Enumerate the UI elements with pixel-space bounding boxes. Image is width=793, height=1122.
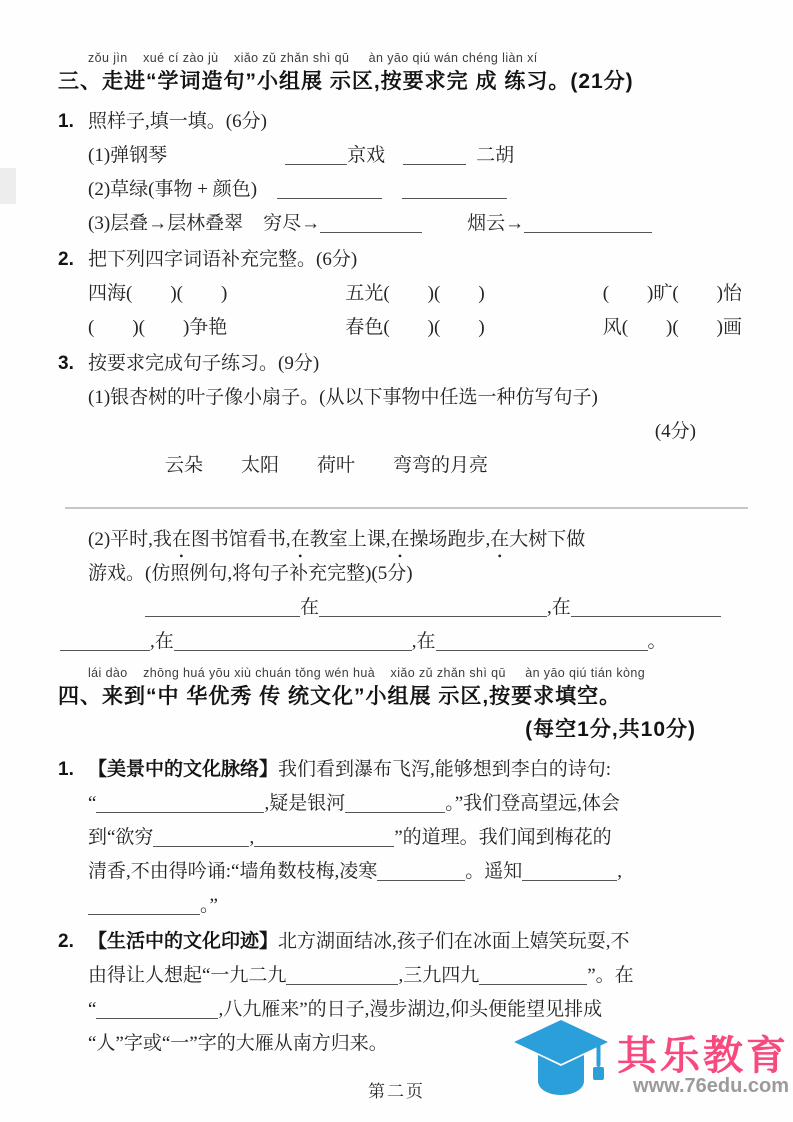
topic-tag: 【美景中的文化脉络】 — [88, 759, 279, 780]
blank-underline — [174, 630, 412, 651]
sentence-text: ”。在 — [587, 965, 634, 986]
brand-name: 其乐教育 — [617, 1033, 789, 1078]
question-4-1-body — [88, 753, 748, 923]
fill-text: 在 — [300, 597, 320, 618]
question-3-sub1: (1)银杏树的叶子像小扇子。(从以下事物中任选一种仿写句子) — [88, 387, 598, 408]
question-3-sub1-score: (4分) — [654, 421, 696, 442]
section3-pinyin: zǒu jìn xué cí zào jù xiǎo zǔ zhǎn shì qū àn yāo qiú wán chéng liàn xí — [88, 51, 538, 65]
blank-underline — [522, 860, 617, 881]
question-3-sub2-line2: 游戏。(仿照例句,将句子补充完整)(5分) — [88, 563, 413, 584]
question-1-item-3 — [88, 207, 748, 241]
blank-underline — [403, 144, 466, 165]
question-2-number: 2. — [58, 249, 74, 270]
blank-underline — [285, 144, 347, 165]
question-3-fill-line-1 — [145, 591, 748, 625]
blank-underline — [524, 212, 652, 233]
sentence-text: 。”我们登高望远,体会 — [445, 793, 620, 814]
sentence-text: 到“欲穷 — [88, 827, 154, 848]
idiom-blank: ( )( )争艳 — [88, 317, 228, 338]
blank-underline — [345, 792, 445, 813]
blank-underline — [60, 630, 150, 651]
item-text: (2)草绿(事物 + 颜色) — [88, 179, 258, 200]
publisher-logo — [511, 1017, 789, 1114]
blank-underline — [254, 826, 394, 847]
section3-title: 三、走进“学词造句”小组展 示区,按要求完 成 练习。(21分) — [58, 70, 634, 93]
blank-underline — [320, 212, 422, 233]
question-4-1-line3 — [88, 821, 748, 855]
item-text: 烟云→ — [467, 213, 525, 234]
question-3-number: 3. — [58, 353, 74, 374]
logo-text — [617, 1035, 789, 1097]
sentence-text: 北方湖面结冰,孩子们在冰面上嬉笑玩耍,不 — [278, 931, 630, 952]
sentence-text: 教室上课, — [309, 529, 391, 550]
question-1-item-1 — [88, 139, 748, 173]
page-number: 第二页 — [368, 1082, 425, 1101]
emphasized-zai: 在 — [390, 529, 410, 550]
question-4-1-line2 — [88, 787, 748, 821]
option-word: 太阳 — [241, 455, 280, 476]
idiom-blank: ( )旷( )怡 — [602, 283, 742, 304]
sentence-text: 我们看到瀑布飞泻,能够想到李白的诗句: — [278, 759, 612, 780]
blank-underline — [571, 596, 721, 617]
emphasized-zai: 在 — [490, 529, 510, 550]
emphasized-zai: 在 — [171, 529, 191, 550]
question-3-options — [165, 449, 748, 483]
question-4-1-line5 — [88, 889, 748, 923]
item-text: 京戏 — [347, 145, 386, 166]
sentence-text: ,疑是银河 — [264, 793, 346, 814]
question-1-head: 照样子,填一填。(6分) — [88, 111, 267, 132]
question-1-item-2 — [88, 173, 748, 207]
idiom-blank: 春色( )( ) — [345, 317, 485, 338]
question-4-1-line1 — [88, 753, 748, 787]
option-word: 云朵 — [165, 455, 204, 476]
sentence-text: “ — [88, 999, 97, 1020]
question-3 — [58, 347, 748, 659]
question-2-head: 把下列四字词语补充完整。(6分) — [88, 249, 358, 270]
blank-underline — [96, 792, 264, 813]
section-4 — [58, 665, 748, 1061]
brand-url: www.76edu.com — [633, 1074, 789, 1097]
question-2-row-1 — [88, 277, 748, 311]
sentence-text: ,八九雁来”的日子,漫步湖边,仰头便能望见排成 — [218, 999, 603, 1020]
scan-artifact — [0, 168, 16, 204]
question-4-2-number: 2. — [58, 931, 74, 952]
topic-tag: 【生活中的文化印迹】 — [88, 931, 279, 952]
question-3-head: 按要求完成句子练习。(9分) — [88, 353, 320, 374]
question-2-body — [88, 243, 748, 345]
blank-underline — [319, 596, 547, 617]
question-1 — [58, 105, 748, 241]
question-3-sub2-line1 — [88, 523, 748, 557]
blank-underline — [436, 630, 648, 651]
graduation-cap-icon — [511, 1017, 611, 1114]
question-4-2-line1 — [88, 925, 748, 959]
item-text: 穷尽→ — [263, 213, 321, 234]
question-2 — [58, 243, 748, 345]
item-text: 二胡 — [476, 145, 515, 166]
question-1-body — [88, 105, 748, 241]
answer-writing-line — [65, 489, 748, 509]
sentence-text: 。” — [200, 895, 218, 916]
blank-underline — [88, 894, 200, 915]
sentence-text: 大树下做 — [509, 529, 586, 550]
blank-underline — [286, 964, 398, 985]
blank-underline — [96, 998, 218, 1019]
item-text: (1)弹钢琴 — [88, 145, 168, 166]
page-content — [58, 50, 748, 1061]
sentence-text: 操场跑步, — [409, 529, 491, 550]
emphasized-zai: 在 — [290, 529, 310, 550]
option-word: 荷叶 — [317, 455, 356, 476]
blank-underline — [377, 860, 465, 881]
idiom-blank: 五光( )( ) — [345, 283, 485, 304]
question-3-body — [88, 347, 748, 659]
sentence-text: 。遥知 — [465, 861, 523, 882]
section4-pinyin: lái dào zhōng huá yōu xiù chuán tǒng wén huà xiǎo zǔ zhǎn shì qū àn yāo qiú tián kòng — [88, 666, 646, 680]
sentence-text: ”的道理。我们闻到梅花的 — [394, 827, 612, 848]
question-4-2-line4: “人”字或“一”字的大雁从南方归来。 — [88, 1033, 388, 1054]
question-4-1-number: 1. — [58, 759, 74, 780]
option-word: 弯弯的月亮 — [393, 455, 489, 476]
blank-underline — [402, 178, 507, 199]
question-4-2-line2 — [88, 959, 748, 993]
question-2-row-2 — [88, 311, 748, 345]
section4-score-note: (每空1分,共10分) — [525, 718, 696, 741]
question-3-fill-line-2 — [60, 625, 748, 659]
fill-text: ,在 — [150, 631, 174, 652]
sentence-text: 图书馆看书, — [190, 529, 291, 550]
question-1-number: 1. — [58, 111, 74, 132]
blank-underline — [277, 178, 382, 199]
sentence-text: ,三九四九 — [398, 965, 480, 986]
question-4-1 — [58, 753, 748, 923]
sentence-text: “ — [88, 793, 97, 814]
question-4-1-line4 — [88, 855, 748, 889]
fill-text: 。 — [647, 631, 667, 652]
sentence-text: , — [249, 827, 255, 848]
sentence-text: 由得让人想起“一九二九 — [88, 965, 287, 986]
item-text: (3)层叠→层林叠翠 — [88, 213, 244, 234]
fill-text: ,在 — [411, 631, 436, 652]
idiom-blank: 风( )( )画 — [602, 317, 742, 338]
blank-underline — [145, 596, 300, 617]
blank-underline — [153, 826, 249, 847]
idiom-blank: 四海( )( ) — [88, 283, 228, 304]
section4-title: 四、来到“中 华优秀 传 统文化”小组展 示区,按要求填空。 — [58, 685, 622, 708]
sentence-text: (2)平时,我 — [88, 529, 172, 550]
fill-text: ,在 — [547, 597, 571, 618]
blank-underline — [479, 964, 587, 985]
sentence-text: , — [617, 861, 622, 882]
sentence-text: 清香,不由得吟诵:“墙角数枝梅,凌寒 — [88, 861, 378, 882]
